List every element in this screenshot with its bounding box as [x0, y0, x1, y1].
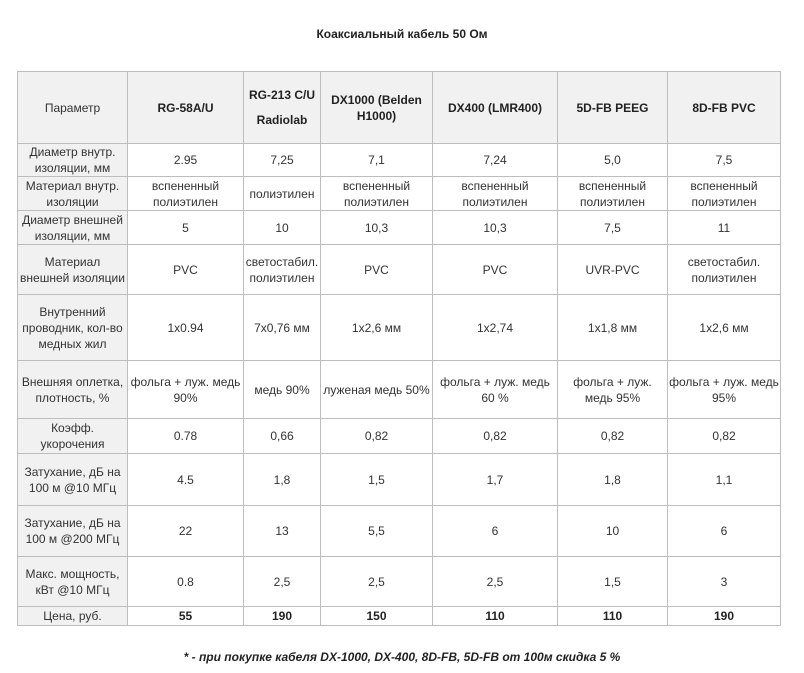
header-rg213-sublabel: Radiolab: [256, 113, 308, 127]
header-dx400: [433, 72, 558, 144]
table-cell: фольга + луж. медь 95%: [668, 361, 781, 419]
table-cell: 0,82: [433, 419, 558, 454]
table-cell: 1x2,6 мм: [668, 295, 781, 361]
table-cell: 1,8: [558, 454, 668, 506]
price-cell: 55: [128, 607, 244, 626]
table-cell: 5: [128, 211, 244, 245]
price-cell: 110: [558, 607, 668, 626]
table-row: [18, 245, 781, 295]
table-cell: 2,5: [321, 557, 433, 607]
page-title: Коаксиальный кабель 50 Ом: [316, 27, 488, 41]
table-cell: луженая медь 50%: [321, 361, 433, 419]
table-row: [18, 295, 781, 361]
table-cell: 4.5: [128, 454, 244, 506]
table-cell: 1,7: [433, 454, 558, 506]
table-cell: 10,3: [321, 211, 433, 245]
price-cell: 150: [321, 607, 433, 626]
row-label: Внешняя оплетка, плотность, %: [18, 361, 128, 419]
table-cell: 7,5: [558, 211, 668, 245]
table-row: [18, 506, 781, 557]
table-cell: 1x1,8 мм: [558, 295, 668, 361]
table-row: [18, 361, 781, 419]
header-rg58: [128, 72, 244, 144]
table-cell: 1,8: [244, 454, 321, 506]
table-cell: 0.78: [128, 419, 244, 454]
table-cell: 22: [128, 506, 244, 557]
header-rg213-label: RG-213 C/U: [248, 88, 316, 102]
table-cell: UVR-PVC: [558, 245, 668, 295]
header-5dfb: [558, 72, 668, 144]
table-cell: 10,3: [433, 211, 558, 245]
price-cell: 110: [433, 607, 558, 626]
table-cell: 10: [244, 211, 321, 245]
header-5dfb-label: 5D-FB PEEG: [576, 100, 649, 115]
table-cell: вспененный полиэтилен: [128, 177, 244, 211]
row-label: Затухание, дБ на 100 м @200 МГц: [18, 506, 128, 557]
table-cell: 1,5: [321, 454, 433, 506]
table-cell: 7,24: [433, 144, 558, 177]
table-row: [18, 419, 781, 454]
table-cell: PVC: [433, 245, 558, 295]
table-row: [18, 454, 781, 506]
table-cell: 11: [668, 211, 781, 245]
table-cell: PVC: [128, 245, 244, 295]
table-cell: 1,5: [558, 557, 668, 607]
table-row: [18, 557, 781, 607]
table-cell: вспененный полиэтилен: [558, 177, 668, 211]
price-row: [18, 607, 781, 626]
row-label: Внутренний проводник, кол-во медных жил: [18, 295, 128, 361]
table-cell: фольга + луж. медь 95%: [558, 361, 668, 419]
table-cell: 0,82: [558, 419, 668, 454]
table-cell: фольга + луж. медь 90%: [128, 361, 244, 419]
table-cell: 7,1: [321, 144, 433, 177]
table-cell: 0,82: [668, 419, 781, 454]
table-cell: светостабил. полиэтилен: [668, 245, 781, 295]
table-cell: фольга + луж. медь 60 %: [433, 361, 558, 419]
table-cell: 2.95: [128, 144, 244, 177]
header-rg58-label: RG-58A/U: [157, 100, 214, 115]
row-label: Материал внутр. изоляции: [18, 177, 128, 211]
table-cell: 1x2,6 мм: [321, 295, 433, 361]
table-cell: вспененный полиэтилен: [668, 177, 781, 211]
table-cell: 0,66: [244, 419, 321, 454]
table-cell: 6: [433, 506, 558, 557]
table-cell: 10: [558, 506, 668, 557]
row-label: Затухание, дБ на 100 м @10 МГц: [18, 454, 128, 506]
table-cell: 5,5: [321, 506, 433, 557]
header-8dfb-label: 8D-FB PVC: [692, 100, 756, 115]
row-label: Цена, руб.: [18, 607, 128, 626]
row-label: Макс. мощность, кВт @10 МГц: [18, 557, 128, 607]
header-dx1000-label: DX1000 (Belden H1000): [331, 92, 422, 123]
table-cell: светостабил. полиэтилен: [244, 245, 321, 295]
row-label: Диаметр внутр. изоляции, мм: [18, 144, 128, 177]
table-cell: 1x0.94: [128, 295, 244, 361]
table-cell: вспененный полиэтилен: [433, 177, 558, 211]
table-cell: 1,1: [668, 454, 781, 506]
table-cell: 6: [668, 506, 781, 557]
table-row: [18, 211, 781, 245]
header-dx400-label: DX400 (LMR400): [447, 100, 543, 115]
table-cell: 1x2,74: [433, 295, 558, 361]
price-cell: 190: [668, 607, 781, 626]
row-label: Диаметр внешней изоляции, мм: [18, 211, 128, 245]
table-cell: 3: [668, 557, 781, 607]
table-cell: 7x0,76 мм: [244, 295, 321, 361]
table-cell: 2,5: [433, 557, 558, 607]
table-cell: 13: [244, 506, 321, 557]
table-cell: 0.8: [128, 557, 244, 607]
table-cell: 2,5: [244, 557, 321, 607]
table-cell: 7,25: [244, 144, 321, 177]
discount-footnote: * - при покупке кабеля DX-1000, DX-400, 8D-FB, 5D-FB от 100м скидка 5 %: [183, 650, 621, 664]
table-cell: полиэтилен: [244, 177, 321, 211]
table-cell: PVC: [321, 245, 433, 295]
header-row: [18, 72, 781, 144]
header-param: Параметр: [18, 72, 128, 144]
table-cell: медь 90%: [244, 361, 321, 419]
table-cell: 0,82: [321, 419, 433, 454]
table-row: [18, 144, 781, 177]
price-cell: 190: [244, 607, 321, 626]
header-rg213: [244, 72, 321, 144]
table-row: [18, 177, 781, 211]
header-8dfb: [668, 72, 781, 144]
table-cell: вспененный полиэтилен: [321, 177, 433, 211]
cable-spec-table: [17, 71, 781, 626]
table-cell: 5,0: [558, 144, 668, 177]
row-label: Коэфф. укорочения: [18, 419, 128, 454]
header-dx1000: [321, 72, 433, 144]
table-cell: 7,5: [668, 144, 781, 177]
row-label: Материал внешней изоляции: [18, 245, 128, 295]
